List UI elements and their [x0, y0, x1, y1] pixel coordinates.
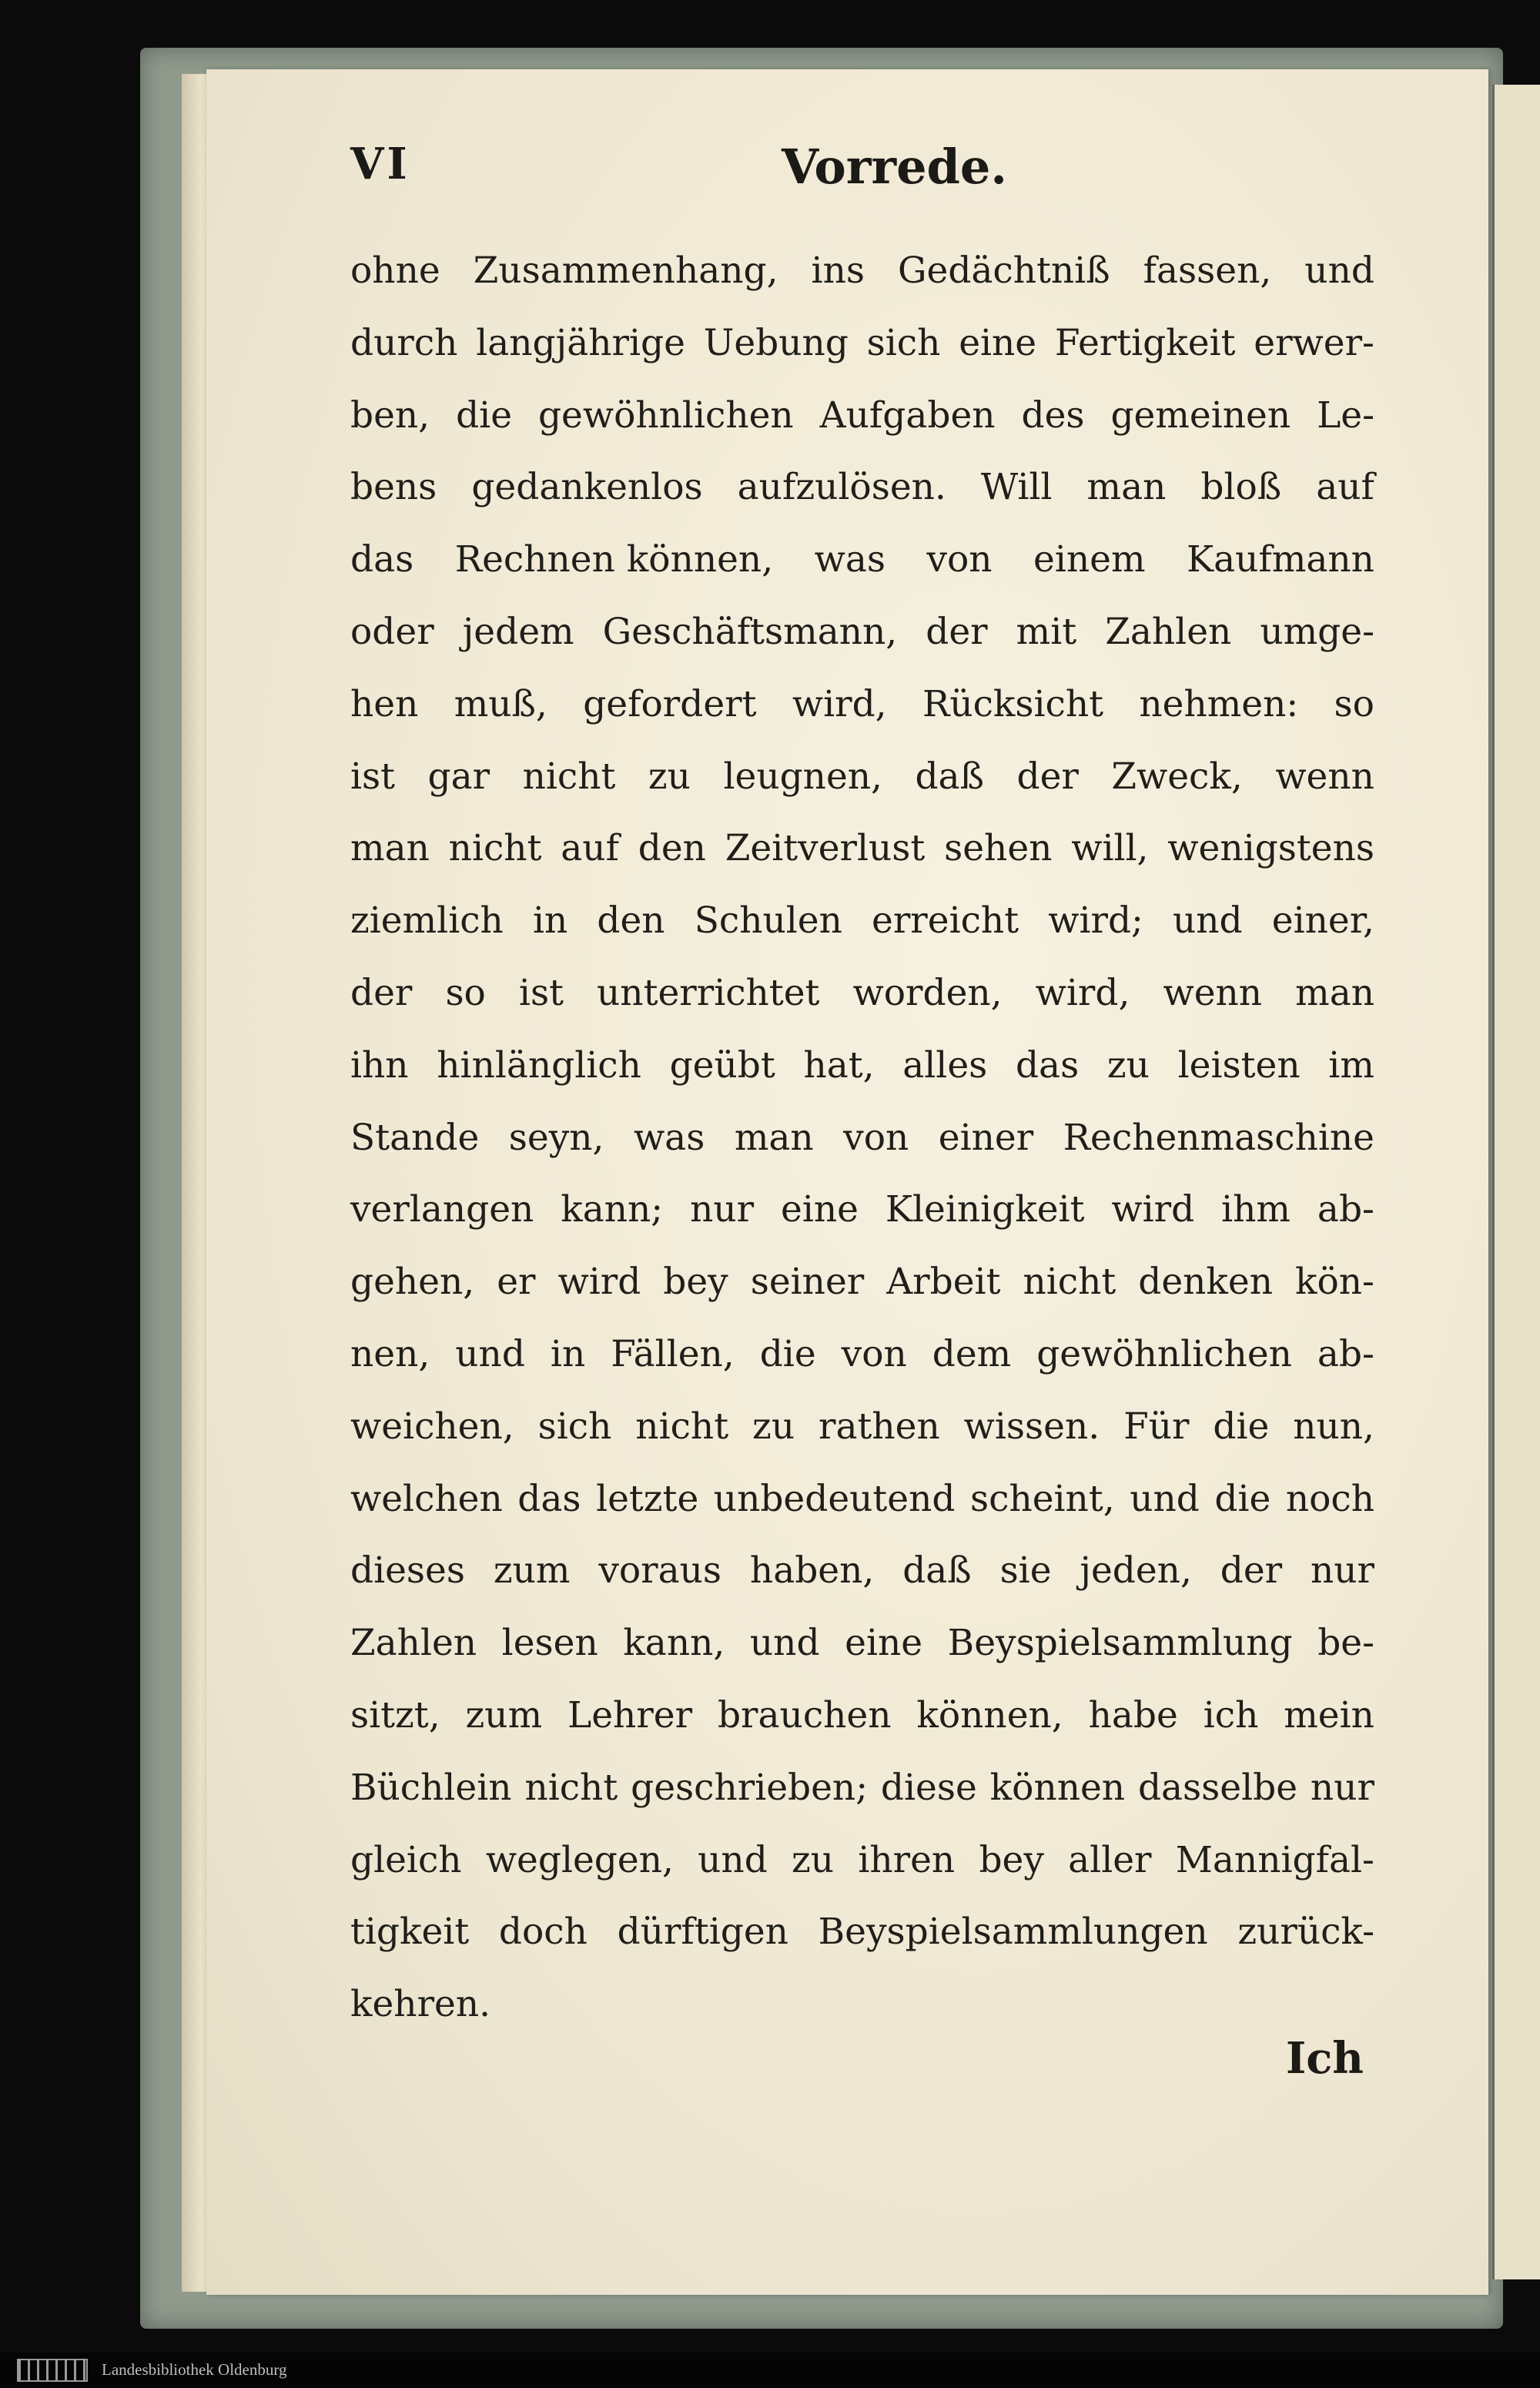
- word: umge-: [1260, 610, 1374, 653]
- word: dieses: [350, 1549, 465, 1593]
- word: gleich: [350, 1838, 462, 1881]
- word: sie: [999, 1549, 1052, 1593]
- word: sich: [866, 321, 941, 364]
- word: man: [1086, 466, 1167, 509]
- word: wenigstens: [1167, 827, 1374, 870]
- word: daß: [902, 1549, 972, 1593]
- word: unterrichtet: [597, 971, 820, 1014]
- word: erwer-: [1254, 321, 1374, 364]
- word: Will: [980, 466, 1053, 509]
- word: der: [926, 610, 988, 653]
- word: nicht: [522, 755, 616, 798]
- word: einer,: [1271, 899, 1374, 943]
- facing-page-edge: [1492, 85, 1540, 2279]
- word: ab-: [1317, 1332, 1374, 1375]
- word: wird: [1111, 1188, 1195, 1231]
- word: Arbeit: [886, 1261, 1001, 1304]
- word: geschrieben;: [631, 1766, 869, 1809]
- word: nehmen:: [1139, 682, 1299, 725]
- word: von: [926, 538, 993, 581]
- word: Rücksicht: [922, 682, 1104, 725]
- word: wird: [557, 1261, 641, 1304]
- word: Zahlen: [1105, 610, 1232, 653]
- word: Rechnen können,: [454, 538, 774, 581]
- word: seiner: [750, 1261, 865, 1304]
- word: be-: [1317, 1622, 1374, 1665]
- word: nur: [1310, 1766, 1374, 1809]
- word: leugnen,: [723, 755, 882, 798]
- word: welchen: [350, 1477, 503, 1520]
- word: muß,: [454, 682, 547, 725]
- word: der: [1016, 755, 1079, 798]
- word: nicht: [635, 1405, 729, 1448]
- word: gar: [427, 755, 490, 798]
- word: Gedächtniß: [897, 250, 1110, 292]
- word: einer: [938, 1116, 1034, 1159]
- word: so: [1334, 682, 1374, 725]
- word: und: [1304, 250, 1374, 292]
- word: fassen,: [1143, 250, 1272, 292]
- word: Fertigkeit: [1054, 321, 1236, 364]
- text-line: [350, 741, 1374, 813]
- text-line: [350, 524, 1374, 596]
- word: habe: [1088, 1693, 1178, 1737]
- word: geübt: [669, 1043, 775, 1087]
- word: weglegen,: [485, 1838, 674, 1881]
- word: aufzulösen.: [737, 466, 946, 509]
- word: ich: [1203, 1693, 1259, 1737]
- library-name: Landesbibliothek Oldenburg: [102, 2360, 287, 2379]
- word: sitzt,: [350, 1693, 440, 1737]
- word: tigkeit: [350, 1911, 470, 1954]
- word: diese: [880, 1766, 977, 1809]
- word: was: [814, 538, 886, 581]
- word: mein: [1284, 1693, 1374, 1737]
- word: hat,: [803, 1043, 875, 1087]
- word: was: [633, 1116, 705, 1159]
- word: denken: [1138, 1261, 1273, 1304]
- word: wissen.: [963, 1405, 1100, 1448]
- word: Mannigfal-: [1175, 1838, 1374, 1881]
- word: eine: [781, 1188, 859, 1231]
- text-line: [350, 307, 1374, 380]
- word: Lehrer: [567, 1693, 693, 1737]
- word: auf: [1316, 466, 1374, 509]
- word: seyn,: [508, 1116, 604, 1159]
- word: dürftigen: [617, 1911, 788, 1954]
- word: jedem: [462, 610, 574, 653]
- word: in: [532, 899, 568, 943]
- word: daß: [915, 755, 984, 798]
- word: kön-: [1294, 1261, 1374, 1304]
- word: und: [1173, 899, 1243, 943]
- word: voraus: [598, 1549, 722, 1593]
- word: bloß: [1200, 466, 1282, 509]
- word: zum: [493, 1549, 571, 1593]
- word: man: [1295, 971, 1374, 1014]
- word: Zusammenhang,: [473, 250, 778, 292]
- text-line: [350, 812, 1374, 885]
- word: einem: [1033, 538, 1146, 581]
- word: zu: [792, 1838, 835, 1881]
- word: sehen: [944, 827, 1053, 870]
- word: gehen,: [350, 1261, 475, 1304]
- word: ins: [811, 250, 865, 292]
- word: nicht: [524, 1766, 618, 1809]
- word: wird,: [1035, 971, 1130, 1014]
- text-line: [350, 1391, 1374, 1463]
- text-line: [350, 885, 1374, 957]
- word: und: [455, 1332, 525, 1375]
- word: man: [734, 1116, 814, 1159]
- word: nun,: [1293, 1405, 1374, 1448]
- text-line: [350, 451, 1374, 524]
- word: Kaufmann: [1187, 538, 1374, 581]
- word: in: [550, 1332, 586, 1375]
- word: und: [1130, 1477, 1200, 1520]
- word: nicht: [1023, 1261, 1116, 1304]
- word: zurück-: [1237, 1911, 1374, 1954]
- word: unbedeutend: [713, 1477, 956, 1520]
- word: Beyspielsammlung: [947, 1622, 1293, 1665]
- word: Kleinigkeit: [885, 1188, 1085, 1231]
- word: verlangen: [350, 1188, 534, 1231]
- word: oder: [350, 610, 434, 653]
- word: Stande: [350, 1116, 480, 1159]
- word: Le-: [1317, 394, 1374, 437]
- word: Schulen: [694, 899, 842, 943]
- word: gewöhnlichen: [537, 394, 794, 437]
- catchword: Ich: [1286, 2033, 1364, 2084]
- word: können,: [916, 1693, 1063, 1737]
- word: er: [497, 1261, 536, 1304]
- word: Geschäftsmann,: [602, 610, 898, 653]
- word: Für: [1123, 1405, 1190, 1448]
- word: alles: [902, 1043, 988, 1087]
- word: das: [1015, 1043, 1080, 1087]
- text-line: [350, 1896, 1374, 1968]
- word: auf: [561, 827, 619, 870]
- word: nur: [1310, 1549, 1374, 1593]
- text-line: [350, 1752, 1374, 1824]
- word: wenn: [1163, 971, 1263, 1014]
- page-number: VI: [350, 139, 410, 189]
- word: zum: [465, 1693, 543, 1737]
- word: doch: [498, 1911, 588, 1954]
- word: die: [1213, 1405, 1270, 1448]
- text-line: [350, 1463, 1374, 1536]
- word: kann,: [623, 1622, 725, 1665]
- word: Beyspielsammlungen: [818, 1911, 1208, 1954]
- word: will,: [1071, 827, 1149, 870]
- text-line: [350, 1174, 1374, 1246]
- word: ihm: [1221, 1188, 1291, 1231]
- word: hen: [350, 682, 419, 725]
- word: worden,: [852, 971, 1003, 1014]
- word: das: [517, 1477, 581, 1520]
- word: die: [1214, 1477, 1271, 1520]
- text-line: [350, 1030, 1374, 1102]
- word: gewöhnlichen: [1036, 1332, 1292, 1375]
- word: ist: [518, 971, 564, 1014]
- word: den: [638, 827, 706, 870]
- library-logo-icon: [17, 2359, 88, 2382]
- word: man: [350, 827, 430, 870]
- word: dem: [932, 1332, 1012, 1375]
- text-line: [350, 1607, 1374, 1680]
- word: Rechenmaschine: [1063, 1116, 1374, 1159]
- word: scheint,: [970, 1477, 1115, 1520]
- word: gemeinen: [1110, 394, 1291, 437]
- word: weichen,: [350, 1405, 514, 1448]
- word: mit: [1016, 610, 1077, 653]
- word: ben,: [350, 394, 430, 437]
- word: kann;: [561, 1188, 664, 1231]
- word: dasselbe: [1137, 1766, 1298, 1809]
- word: der: [350, 971, 413, 1014]
- text-line: [350, 1535, 1374, 1607]
- word: langjährige: [476, 321, 685, 364]
- text-line: [350, 1680, 1374, 1752]
- word: hinlänglich: [437, 1043, 641, 1087]
- word: zu: [648, 755, 691, 798]
- text-line: [350, 1968, 1374, 2041]
- word: Zweck,: [1111, 755, 1243, 798]
- word: ohne: [350, 250, 440, 292]
- word: lesen: [501, 1622, 598, 1665]
- word: Zeitverlust: [725, 827, 926, 870]
- word: im: [1328, 1043, 1374, 1087]
- word: von: [843, 1116, 909, 1159]
- word: brauchen: [717, 1693, 892, 1737]
- word: jeden,: [1080, 1549, 1192, 1593]
- text-line: [350, 380, 1374, 452]
- running-head: [350, 139, 1371, 208]
- word: leisten: [1177, 1043, 1301, 1087]
- word: so: [445, 971, 486, 1014]
- word: Zahlen: [350, 1622, 477, 1665]
- word: Fällen,: [611, 1332, 735, 1375]
- word: noch: [1285, 1477, 1374, 1520]
- word: haben,: [749, 1549, 875, 1593]
- word: und: [698, 1838, 768, 1881]
- word: ihn: [350, 1043, 409, 1087]
- word: das: [350, 538, 414, 581]
- text-line: [350, 235, 1374, 307]
- word: ziemlich: [350, 899, 504, 943]
- word: letzte: [596, 1477, 699, 1520]
- word: von: [841, 1332, 907, 1375]
- word: wird,: [792, 682, 887, 725]
- word: rathen: [818, 1405, 940, 1448]
- footer-bar: [0, 2353, 1540, 2388]
- text-line: [350, 1824, 1374, 1897]
- word: bey: [979, 1838, 1044, 1881]
- word: den: [597, 899, 665, 943]
- running-title: Vorrede.: [782, 139, 1007, 195]
- word: nen,: [350, 1332, 430, 1375]
- word: ihren: [858, 1838, 956, 1881]
- text-line: [350, 1246, 1374, 1318]
- word: durch: [350, 321, 458, 364]
- word: und: [749, 1622, 820, 1665]
- word: Aufgaben: [819, 394, 996, 437]
- word: bey: [663, 1261, 728, 1304]
- word: gedankenlos: [471, 466, 703, 509]
- word: die: [759, 1332, 816, 1375]
- text-line: [350, 1102, 1374, 1174]
- word: ab-: [1317, 1188, 1374, 1231]
- word: eine: [845, 1622, 923, 1665]
- body-text: [350, 235, 1374, 2041]
- word: erreicht: [872, 899, 1019, 943]
- word: der: [1220, 1549, 1283, 1593]
- word: nur: [690, 1188, 755, 1231]
- word: aller: [1068, 1838, 1152, 1881]
- word: wird;: [1048, 899, 1143, 943]
- text-line: [350, 1318, 1374, 1391]
- word: sich: [537, 1405, 612, 1448]
- word: gefordert: [583, 682, 757, 725]
- word: bens: [350, 466, 437, 509]
- word: zu: [752, 1405, 795, 1448]
- text-line: [350, 596, 1374, 668]
- word: des: [1021, 394, 1085, 437]
- text-line: [350, 957, 1374, 1030]
- word: kehren.: [350, 1983, 491, 2026]
- word: zu: [1106, 1043, 1150, 1087]
- word: die: [456, 394, 513, 437]
- word: Uebung: [703, 321, 849, 364]
- word: wenn: [1275, 755, 1374, 798]
- word: ist: [350, 755, 396, 798]
- word: eine: [959, 321, 1037, 364]
- word: nicht: [448, 827, 542, 870]
- text-line: [350, 668, 1374, 741]
- word: Büchlein: [350, 1766, 512, 1809]
- word: können: [989, 1766, 1126, 1809]
